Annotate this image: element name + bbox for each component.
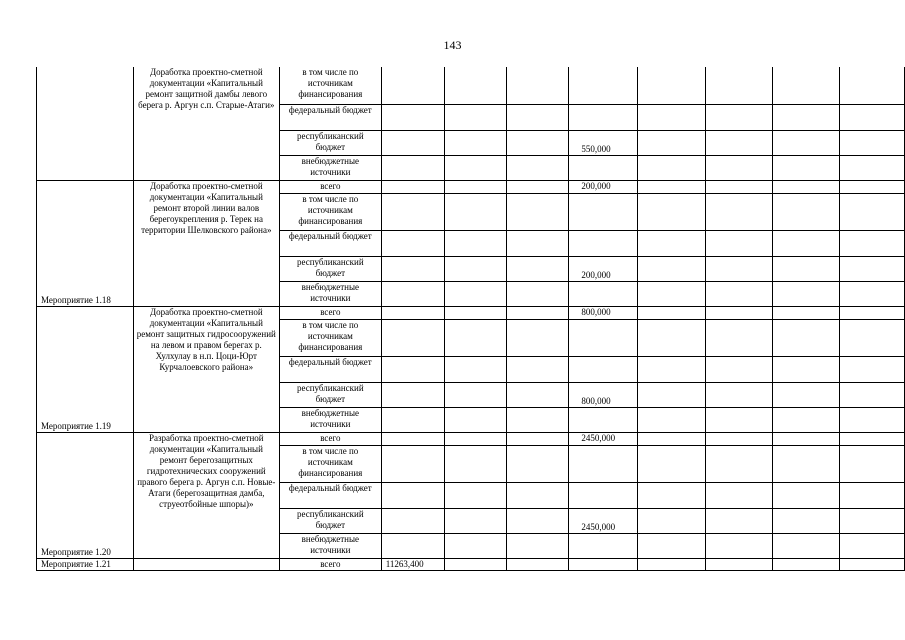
measure-cell: Мероприятие 1.18 xyxy=(37,180,134,306)
measure-cell: Мероприятие 1.21 xyxy=(37,558,134,570)
table-row xyxy=(37,432,905,445)
source-incl: в том числе по источникам финансирования xyxy=(279,193,381,230)
source-republic: республиканский бюджет xyxy=(279,130,381,155)
total-value: 800,000 xyxy=(569,306,638,319)
measure-description: Доработка проектно-сметной документации «Капитальный ремонт защитных гидросооружений на левом и правом берегах р. Хулхулау в н.п. Цоци-Юрт Курчалоевского района» xyxy=(133,306,279,432)
source-federal: федеральный бюджет xyxy=(279,104,381,130)
measure-description: Разработка проектно-сметной документации «Капитальный ремонт берегозащитных гидротехнических сооружений правого берега р. Аргун с.п. Новые-Атаги (берегозащитная дамба, струеотбойные шпоры)» xyxy=(133,432,279,558)
page-number: 143 xyxy=(443,38,462,52)
total-value: 11263,400 xyxy=(381,558,444,570)
total-value: 200,000 xyxy=(569,180,638,193)
source-federal: федеральный бюджет xyxy=(279,356,381,382)
republic-value: 800,000 xyxy=(569,382,638,407)
republic-value: 550,000 xyxy=(569,130,638,155)
source-federal: федеральный бюджет xyxy=(279,482,381,508)
source-offbudget: внебюджетные источники xyxy=(279,407,381,432)
total-value: 2450,000 xyxy=(569,432,638,445)
table-row xyxy=(37,306,905,319)
source-incl: в том числе по источникам финансирования xyxy=(279,319,381,356)
source-total: всего xyxy=(279,558,381,570)
source-offbudget: внебюджетные источники xyxy=(279,155,381,180)
source-republic: республиканский бюджет xyxy=(279,382,381,407)
source-federal: федеральный бюджет xyxy=(279,230,381,256)
republic-value: 2450,000 xyxy=(569,508,638,533)
source-total: всего xyxy=(279,306,381,319)
source-offbudget: внебюджетные источники xyxy=(279,533,381,558)
source-offbudget: внебюджетные источники xyxy=(279,281,381,306)
measure-description: Доработка проектно-сметной документации «Капитальный ремонт защитной дамбы левого берега р. Аргун с.п. Старые-Атаги» xyxy=(133,67,279,180)
measure-description: Доработка проектно-сметной документации «Капитальный ремонт второй линии валов берегоукрепления р. Терек на территории Шелковского района» xyxy=(133,180,279,306)
source-incl: в том числе по источникам финансирования xyxy=(279,445,381,482)
source-total: всего xyxy=(279,180,381,193)
table-row xyxy=(37,558,905,570)
measure-cell xyxy=(37,67,134,180)
source-republic: республиканский бюджет xyxy=(279,256,381,281)
source-total: всего xyxy=(279,432,381,445)
measure-cell: Мероприятие 1.20 xyxy=(37,432,134,558)
table-row xyxy=(37,67,905,104)
table-row xyxy=(37,180,905,193)
measure-cell: Мероприятие 1.19 xyxy=(37,306,134,432)
source-incl: в том числе по источникам финансирования xyxy=(279,67,381,104)
republic-value: 200,000 xyxy=(569,256,638,281)
source-republic: республиканский бюджет xyxy=(279,508,381,533)
budget-table xyxy=(36,67,905,571)
